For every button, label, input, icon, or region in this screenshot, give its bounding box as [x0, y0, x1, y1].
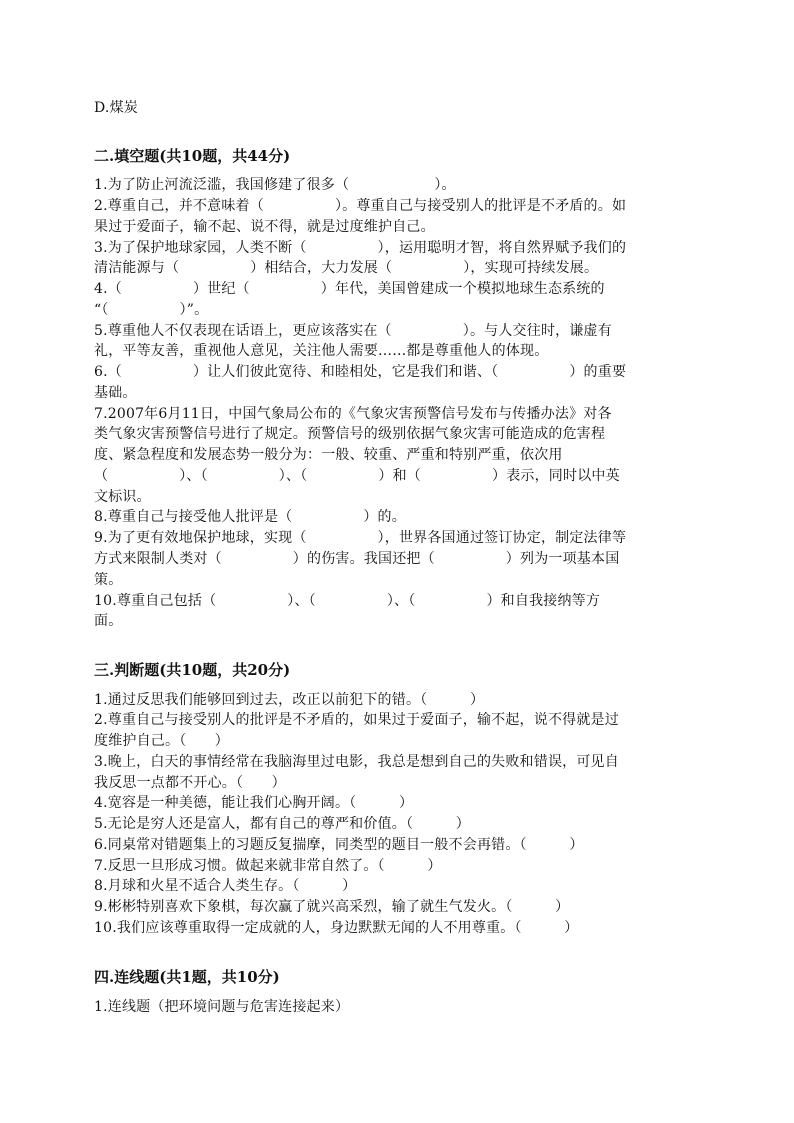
question-line: 9.彬彬特别喜欢下象棋，每次赢了就兴高采烈，输了就生气发火。（ ） — [94, 899, 570, 915]
question-line: 4.宽容是一种美德，能让我们心胸开阔。（ ） — [94, 795, 414, 811]
section-heading: 四.连线题(共1题，共10分) — [94, 968, 280, 986]
question-line: 类气象灾害预警信号进行了规定。预警信号的级别依据气象灾害可能造成的危害程 — [94, 426, 606, 442]
question-line: “（ ）”。 — [94, 302, 209, 318]
question-line: 度维护自己。（ ） — [94, 733, 229, 749]
question-line: 清洁能源与（ ）相结合，大力发展（ ），实现可持续发展。 — [94, 260, 599, 276]
question-line: 8.月球和火星不适合人类生存。（ ） — [94, 878, 357, 894]
question-line: 5.尊重他人不仅表现在话语上，更应该落实在（ ）。与人交往时，谦虚有 — [94, 323, 612, 339]
section-heading: 二.填空题(共10题，共44分) — [94, 147, 291, 165]
question-line: 7.2007年6月11日，中国气象局公布的《气象灾害预警信号发布与传播办法》对各 — [94, 406, 612, 422]
question-line: 策。 — [94, 572, 123, 588]
question-line: 2.尊重自己与接受别人的批评是不矛盾的，如果过于爱面子，输不起，说不得就是过 — [94, 712, 619, 728]
question-line: 3.为了保护地球家园，人类不断（ ），运用聪明才智，将自然界赋予我们的 — [94, 240, 627, 256]
question-line: （ ）、（ ）、（ ）和（ ）表示，同时以中英 — [94, 468, 620, 484]
question-line: 3.晚上，白天的事情经常在我脑海里过电影，我总是想到自己的失败和错误，可见自 — [94, 754, 619, 770]
question-line: 基础。 — [94, 385, 137, 401]
option-text: D.煤炭 — [94, 100, 138, 116]
question-line: 1.通过反思我们能够回到过去，改正以前犯下的错。（ ） — [94, 692, 485, 708]
question-line: 1.连线题（把环境问题与危害连接起来） — [94, 999, 350, 1015]
question-line: 文标识。 — [94, 489, 151, 505]
question-line: 6.同桌常对错题集上的习题反复揣摩，同类型的题目一般不会再错。（ ） — [94, 837, 584, 853]
question-line: 10.我们应该尊重取得一定成就的人，身边默默无闻的人不用尊重。（ ） — [94, 920, 579, 936]
section-heading: 三.判断题(共10题，共20分) — [94, 661, 291, 679]
question-line: 我反思一点都不开心。（ ） — [94, 775, 286, 791]
question-line: 2.尊重自己，并不意味着（ ）。尊重自己与接受别人的批评是不矛盾的。如 — [94, 198, 627, 214]
question-line: 7.反思一旦形成习惯。做起来就非常自然了。（ ） — [94, 858, 442, 874]
question-line: 9.为了更有效地保护地球，实现（ ），世界各国通过签订协定，制定法律等 — [94, 530, 627, 546]
question-line: 10.尊重自己包括（ ）、（ ）、（ ）和自我接纳等方 — [94, 593, 601, 609]
question-line: 8.尊重自己与接受他人批评是（ ）的。 — [94, 509, 406, 525]
question-line: 4.（ ）世纪（ ）年代，美国曾建成一个模拟地球生态系统的 — [94, 281, 605, 297]
question-line: 面。 — [94, 613, 123, 629]
question-line: 方式来限制人类对（ ）的伤害。我国还把（ ）列为一项基本国 — [94, 551, 620, 567]
question-line: 礼，平等友善，重视他人意见，关注他人需要……都是尊重他人的体现。 — [94, 343, 549, 359]
question-line: 果过于爱面子，输不起、说不得，就是过度维护自己。 — [94, 219, 435, 235]
question-line: 1.为了防止河流泛滥，我国修建了很多（ ）。 — [94, 177, 456, 193]
question-line: 度、紧急程度和发展态势一般分为：一般、较重、严重和特别严重，依次用 — [94, 447, 563, 463]
question-line: 5.无论是穷人还是富人，都有自己的尊严和价值。（ ） — [94, 816, 470, 832]
question-line: 6.（ ）让人们彼此宽待、和睦相处，它是我们和谐、（ ）的重要 — [94, 364, 627, 380]
